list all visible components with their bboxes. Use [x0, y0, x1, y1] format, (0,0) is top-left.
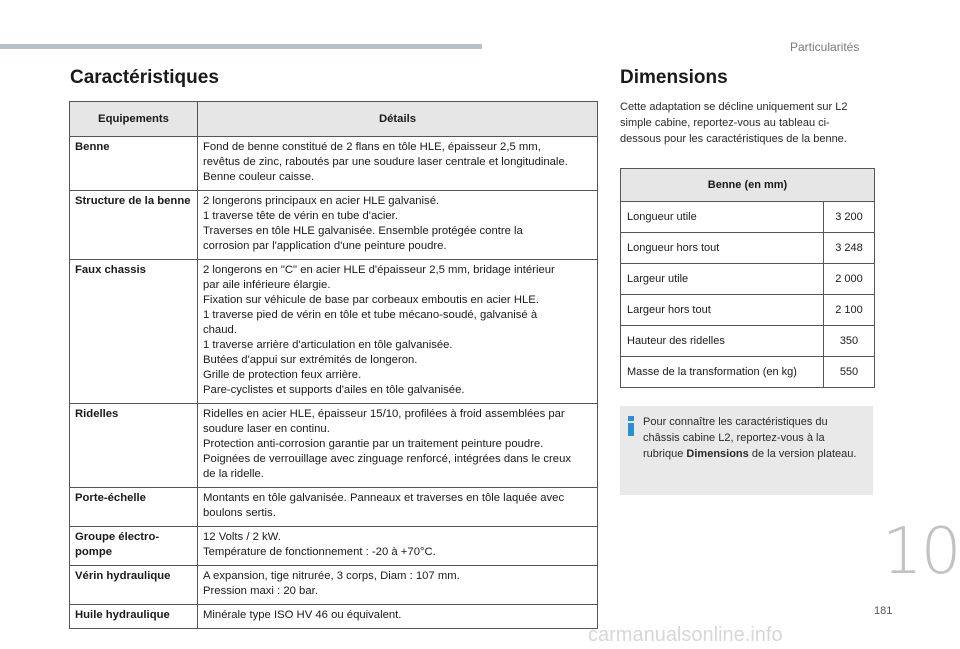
chapter-number: 10	[882, 515, 960, 589]
detail-line: 2 longerons principaux en acier HLE galvanisé.	[203, 195, 440, 207]
top-bar	[0, 44, 482, 49]
dimension-label: Longueur hors tout	[621, 233, 824, 264]
header-details: Détails	[198, 102, 598, 137]
dimension-label: Largeur utile	[621, 264, 824, 295]
dimension-row	[621, 202, 875, 233]
detail-line: boulons sertis.	[203, 507, 276, 519]
header-equipment: Equipements	[70, 102, 198, 137]
dimension-value: 3 248	[824, 233, 875, 264]
equipment-name: Huile hydraulique	[70, 605, 198, 629]
equipment-details	[198, 260, 598, 404]
table-row	[70, 137, 598, 191]
characteristics-table	[69, 101, 598, 629]
dimension-value: 2 000	[824, 264, 875, 295]
info-text-part: de la version plateau.	[748, 448, 857, 460]
table-row	[70, 191, 598, 260]
dimension-row	[621, 326, 875, 357]
detail-line: Protection anti-corrosion garantie par un traitement peinture poudre.	[203, 438, 544, 450]
dimensions-header-row	[621, 169, 875, 202]
dimension-value: 3 200	[824, 202, 875, 233]
dimensions-intro: Cette adaptation se décline uniquement sur L2 simple cabine, reportez-vous au tableau ci-dessous pour les caractéristiques de la benne.	[620, 101, 848, 145]
table-row	[70, 527, 598, 566]
dimension-value: 550	[824, 357, 875, 388]
detail-line: corrosion par l'application d'une peinture poudre.	[203, 240, 447, 252]
equipment-details	[198, 137, 598, 191]
dimension-row	[621, 295, 875, 326]
section-label: Particularités	[790, 40, 860, 54]
detail-line: Benne couleur caisse.	[203, 171, 315, 183]
detail-line: Fond de benne constitué de 2 flans en tôle HLE, épaisseur 2,5 mm,	[203, 141, 541, 153]
dimensions-title: Dimensions	[620, 67, 728, 88]
detail-line: 1 traverse pied de vérin en tôle et tube mécano-soudé, galvanisé à	[203, 309, 538, 321]
info-text-bold: Dimensions	[686, 448, 749, 460]
detail-line: Grille de protection feux arrière.	[203, 369, 362, 381]
detail-line: A expansion, tige nitrurée, 3 corps, Diam : 107 mm.	[203, 570, 460, 582]
info-text	[643, 414, 863, 462]
equipment-details	[198, 605, 598, 629]
info-icon	[627, 416, 635, 434]
dimension-label: Longueur utile	[621, 202, 824, 233]
equipment-name: Benne	[70, 137, 198, 191]
equipment-details	[198, 527, 598, 566]
detail-line: 1 traverse tête de vérin en tube d'acier.	[203, 210, 398, 222]
equipment-name: Structure de la benne	[70, 191, 198, 260]
equipment-details	[198, 191, 598, 260]
detail-line: Minérale type ISO HV 46 ou équivalent.	[203, 609, 402, 621]
watermark: carmanualsonline.info	[588, 624, 783, 646]
table-row	[70, 404, 598, 488]
dimension-row	[621, 357, 875, 388]
detail-line: par aile inférieure élargie.	[203, 279, 331, 291]
detail-line: de la ridelle.	[203, 468, 264, 480]
dimensions-table	[620, 168, 875, 388]
table-row	[70, 260, 598, 404]
detail-line: Température de fonctionnement : -20 à +70°C.	[203, 546, 436, 558]
detail-line: Traverses en tôle HLE galvanisée. Ensemble protégée contre la	[203, 225, 523, 237]
table-row	[70, 488, 598, 527]
dimension-value: 350	[824, 326, 875, 357]
dimension-value: 2 100	[824, 295, 875, 326]
equipment-name: Faux chassis	[70, 260, 198, 404]
detail-line: Ridelles en acier HLE, épaisseur 15/10, profilées à froid assemblées par	[203, 408, 565, 420]
table-row	[70, 566, 598, 605]
detail-line: 1 traverse arrière d'articulation en tôle galvanisée.	[203, 339, 453, 351]
equipment-name: Vérin hydraulique	[70, 566, 198, 605]
dimension-label: Largeur hors tout	[621, 295, 824, 326]
info-text-part: Pour connaître les caractéristiques du châssis cabine L2, reportez-vous à la rubrique	[643, 416, 828, 460]
equipment-name: Ridelles	[70, 404, 198, 488]
equipment-details	[198, 566, 598, 605]
detail-line: Pression maxi : 20 bar.	[203, 585, 318, 597]
detail-line: Montants en tôle galvanisée. Panneaux et traverses en tôle laquée avec	[203, 492, 565, 504]
equipment-details	[198, 488, 598, 527]
detail-line: Poignées de verrouillage avec zinguage renforcé, intégrées dans le creux	[203, 453, 572, 465]
dimension-label: Masse de la transformation (en kg)	[621, 357, 824, 388]
dimension-row	[621, 233, 875, 264]
characteristics-title: Caractéristiques	[70, 67, 219, 88]
equipment-details	[198, 404, 598, 488]
dimension-row	[621, 264, 875, 295]
dimensions-header: Benne (en mm)	[621, 169, 875, 202]
equipment-name: Porte-échelle	[70, 488, 198, 527]
detail-line: Butées d'appui sur extrémités de longeron.	[203, 354, 418, 366]
table-header-row	[70, 102, 598, 137]
detail-line: Fixation sur véhicule de base par corbeaux emboutis en acier HLE.	[203, 294, 539, 306]
detail-line: soudure laser en continu.	[203, 423, 330, 435]
table-row	[70, 605, 598, 629]
dimension-label: Hauteur des ridelles	[621, 326, 824, 357]
detail-line: chaud.	[203, 324, 237, 336]
detail-line: 12 Volts / 2 kW.	[203, 531, 281, 543]
detail-line: revêtus de zinc, raboutés par une soudure laser centrale et longitudinale.	[203, 156, 568, 168]
equipment-name: Groupe électro-pompe	[70, 527, 198, 566]
page-number: 181	[874, 605, 893, 617]
info-box	[620, 406, 873, 495]
detail-line: 2 longerons en "C" en acier HLE d'épaisseur 2,5 mm, bridage intérieur	[203, 264, 555, 276]
detail-line: Pare-cyclistes et supports d'ailes en tôle galvanisée.	[203, 384, 465, 396]
